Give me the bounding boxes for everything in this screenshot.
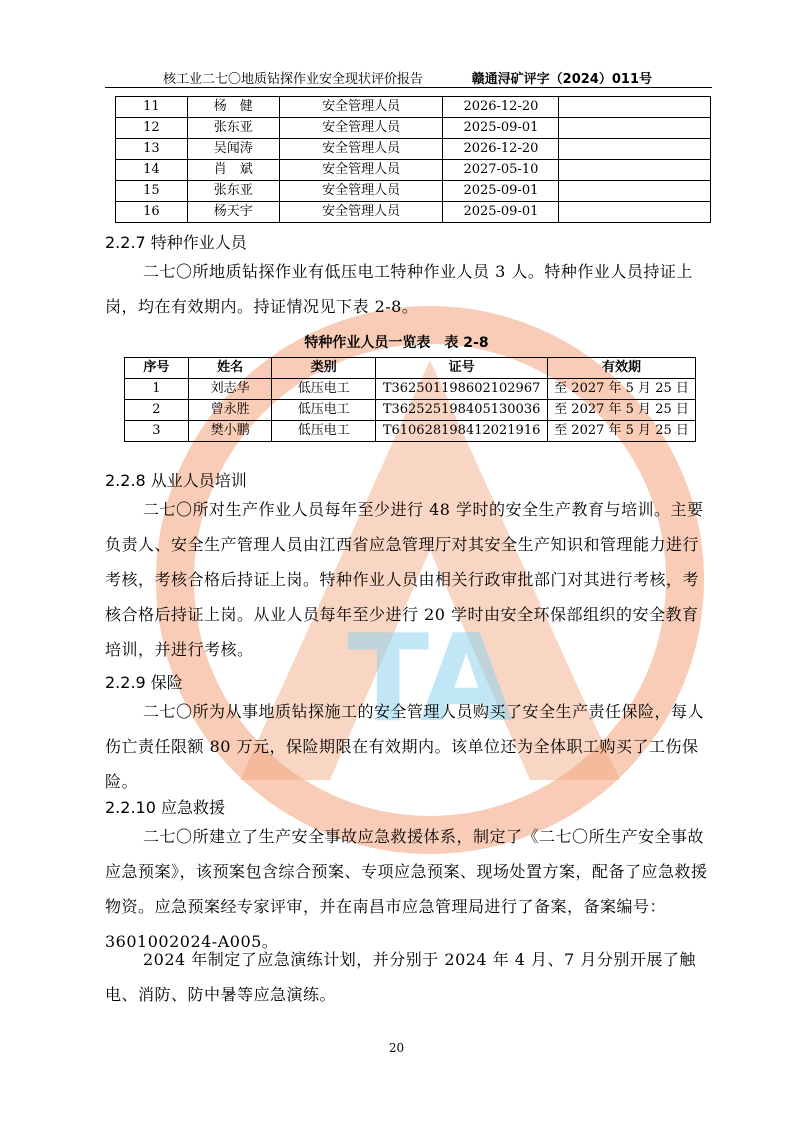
header-title: 核工业二七〇地质钻探作业安全现状评价报告 xyxy=(163,72,424,87)
row-category: 低压电工 xyxy=(272,421,376,442)
column-header: 序号 xyxy=(125,358,189,379)
row-remark xyxy=(559,181,711,202)
row-index: 3 xyxy=(125,421,189,442)
row-index: 2 xyxy=(125,400,189,421)
table-row xyxy=(125,379,696,400)
row-name: 刘志华 xyxy=(188,379,272,400)
paragraph-2-2-9: 二七〇所为从事地质钻探施工的安全管理人员购买了安全生产责任保险，每人伤亡责任限额 80 万元，保险期限在有效期内。该单位还为全体职工购买了工伤保险。 xyxy=(105,702,705,791)
row-category: 低压电工 xyxy=(272,400,376,421)
row-name: 杨 健 xyxy=(187,97,279,118)
row-cert-number: T610628198412021916 xyxy=(376,421,548,442)
row-index: 13 xyxy=(116,139,188,160)
column-header: 姓名 xyxy=(188,358,272,379)
row-category: 低压电工 xyxy=(272,379,376,400)
section-heading-2-2-7: 2.2.7 特种作业人员 xyxy=(105,233,247,252)
row-index: 14 xyxy=(116,160,188,181)
table-row xyxy=(116,202,711,223)
section-heading-2-2-10: 2.2.10 应急救援 xyxy=(105,798,225,817)
row-index: 16 xyxy=(116,202,188,223)
row-cert-number: T362501198602102967 xyxy=(376,379,548,400)
row-index: 1 xyxy=(125,379,189,400)
row-name: 曾永胜 xyxy=(188,400,272,421)
column-header: 有效期 xyxy=(548,358,696,379)
column-header: 证号 xyxy=(376,358,548,379)
header-doc-number: 赣通浔矿评字（2024）011号 xyxy=(471,72,652,87)
row-role: 安全管理人员 xyxy=(279,97,443,118)
row-name: 张东亚 xyxy=(187,181,279,202)
row-name: 张东亚 xyxy=(187,118,279,139)
row-role: 安全管理人员 xyxy=(279,118,443,139)
table-row xyxy=(116,139,711,160)
row-remark xyxy=(559,118,711,139)
row-remark xyxy=(559,160,711,181)
row-role: 安全管理人员 xyxy=(279,139,443,160)
row-validity: 至 2027 年 5 月 25 日 xyxy=(548,379,696,400)
paragraph-2-2-10-a: 二七〇所建立了生产安全事故应急救援体系，制定了《二七〇所生产安全事故应急预案》，该预案包含综合预案、专项应急预案、现场处置方案，配备了应急救援物资。应急预案经专家评审，并在南昌市应急管理局进行了备案，备案编号：3601002024-A005。 xyxy=(105,827,708,951)
row-name: 樊小鹏 xyxy=(188,421,272,442)
row-expiry: 2025-09-01 xyxy=(443,202,559,223)
paragraph-2-2-10-b: 2024 年制定了应急演练计划，并分别于 2024 年 4 月、7 月分别开展了触电、消防、防中暑等应急演练。 xyxy=(105,950,696,1004)
row-name: 吴闻涛 xyxy=(187,139,279,160)
special-operators-table xyxy=(124,357,696,442)
row-cert-number: T362525198405130036 xyxy=(376,400,548,421)
staff-table-continued xyxy=(115,96,711,223)
table-row xyxy=(116,97,711,118)
section-heading-2-2-8: 2.2.8 从业人员培训 xyxy=(105,471,247,490)
table-row xyxy=(116,118,711,139)
column-header: 类别 xyxy=(272,358,376,379)
row-expiry: 2027-05-10 xyxy=(443,160,559,181)
paragraph-2-2-7: 二七〇所地质钻探作业有低压电工特种作业人员 3 人。特种作业人员持证上岗，均在有效期内。持证情况见下表 2-8。 xyxy=(105,262,693,316)
row-name: 杨天宇 xyxy=(187,202,279,223)
page-header xyxy=(105,66,712,88)
table-row xyxy=(125,421,696,442)
row-validity: 至 2027 年 5 月 25 日 xyxy=(548,421,696,442)
row-expiry: 2025-09-01 xyxy=(443,181,559,202)
row-index: 12 xyxy=(116,118,188,139)
row-role: 安全管理人员 xyxy=(279,181,443,202)
svg-text:TA: TA xyxy=(347,610,513,749)
table-row xyxy=(116,181,711,202)
row-remark xyxy=(559,139,711,160)
row-expiry: 2026-12-20 xyxy=(443,97,559,118)
row-validity: 至 2027 年 5 月 25 日 xyxy=(548,400,696,421)
row-remark xyxy=(559,202,711,223)
row-role: 安全管理人员 xyxy=(279,202,443,223)
row-name: 肖 斌 xyxy=(187,160,279,181)
page-number: 20 xyxy=(388,1041,405,1055)
row-remark xyxy=(559,97,711,118)
table-row xyxy=(125,400,696,421)
header-rule xyxy=(105,87,712,88)
row-index: 11 xyxy=(116,97,188,118)
section-heading-2-2-9: 2.2.9 保险 xyxy=(105,673,183,692)
table-header-row xyxy=(125,358,696,379)
row-expiry: 2026-12-20 xyxy=(443,139,559,160)
row-role: 安全管理人员 xyxy=(279,160,443,181)
table-2-8-caption: 特种作业人员一览表 表 2-8 xyxy=(304,335,489,351)
table-row xyxy=(116,160,711,181)
row-expiry: 2025-09-01 xyxy=(443,118,559,139)
paragraph-2-2-8: 二七〇所对生产作业人员每年至少进行 48 学时的安全生产教育与培训。主要负责人、安全生产管理人员由江西省应急管理厅对其安全生产知识和管理能力进行考核，考核合格后持证上岗。特种作业人员由相关行政审批部门对其进行考核，考核合格后持证上岗。从业人员每年至少进行 20 学时由安全环保部组织的安全教育培训，并进行考核。 xyxy=(105,500,704,659)
row-index: 15 xyxy=(116,181,188,202)
